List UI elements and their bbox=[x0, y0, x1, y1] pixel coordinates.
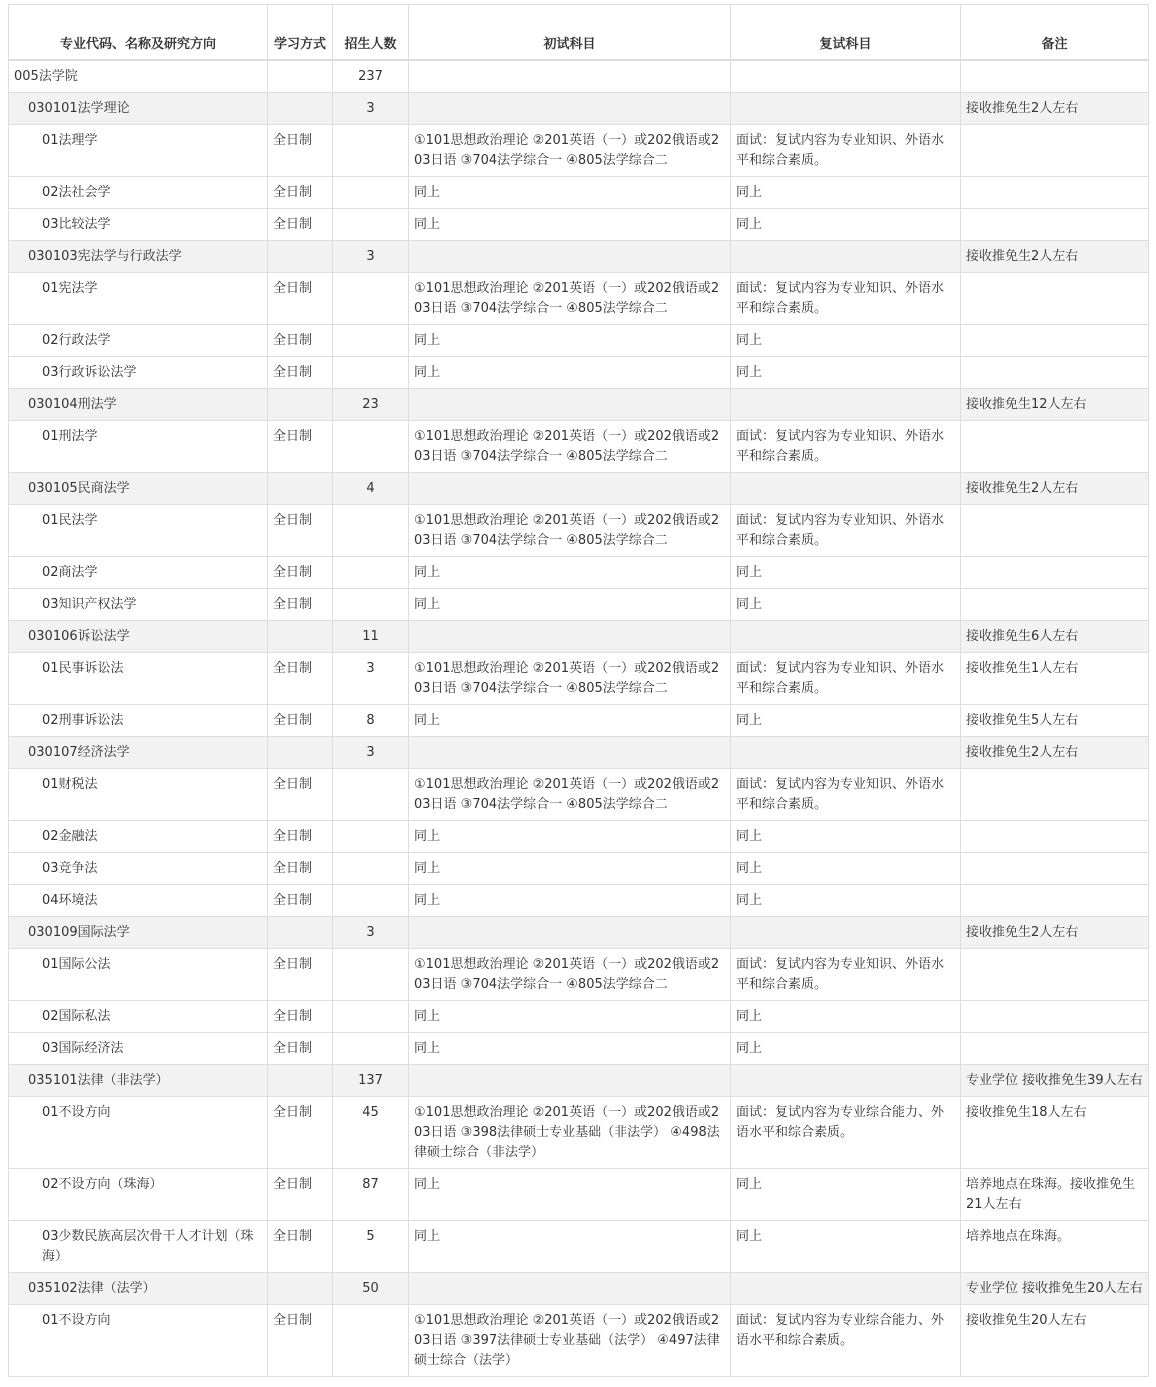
cell-initial-exam bbox=[409, 1065, 731, 1097]
cell-study-mode bbox=[268, 1065, 333, 1097]
table-row bbox=[9, 1169, 1149, 1221]
cell-retest: 面试：复试内容为专业综合能力、外语水平和综合素质。 bbox=[731, 1097, 961, 1169]
cell-initial-exam bbox=[409, 389, 731, 421]
cell-retest: 同上 bbox=[731, 177, 961, 209]
cell-retest: 同上 bbox=[731, 557, 961, 589]
table-row bbox=[9, 589, 1149, 621]
table-row bbox=[9, 473, 1149, 505]
cell-name: 01法理学 bbox=[9, 125, 268, 177]
cell-quota: 3 bbox=[333, 241, 409, 273]
cell-name: 03比较法学 bbox=[9, 209, 268, 241]
cell-study-mode bbox=[268, 917, 333, 949]
table-row bbox=[9, 1097, 1149, 1169]
cell-notes: 培养地点在珠海。 bbox=[961, 1221, 1149, 1273]
cell-retest: 同上 bbox=[731, 853, 961, 885]
cell-retest: 同上 bbox=[731, 1033, 961, 1065]
cell-retest: 面试：复试内容为专业知识、外语水平和综合素质。 bbox=[731, 273, 961, 325]
cell-retest: 同上 bbox=[731, 1169, 961, 1221]
cell-name: 01民法学 bbox=[9, 505, 268, 557]
cell-notes: 接收推免生18人左右 bbox=[961, 1097, 1149, 1169]
cell-quota: 137 bbox=[333, 1065, 409, 1097]
cell-study-mode: 全日制 bbox=[268, 853, 333, 885]
cell-notes: 接收推免生12人左右 bbox=[961, 389, 1149, 421]
table-row bbox=[9, 853, 1149, 885]
cell-notes bbox=[961, 209, 1149, 241]
cell-initial-exam: 同上 bbox=[409, 589, 731, 621]
cell-notes bbox=[961, 357, 1149, 389]
cell-initial-exam: 同上 bbox=[409, 325, 731, 357]
cell-study-mode: 全日制 bbox=[268, 949, 333, 1001]
cell-name: 030103宪法学与行政法学 bbox=[9, 241, 268, 273]
cell-name: 01财税法 bbox=[9, 769, 268, 821]
cell-retest: 面试：复试内容为专业知识、外语水平和综合素质。 bbox=[731, 505, 961, 557]
cell-retest bbox=[731, 1065, 961, 1097]
cell-initial-exam: 同上 bbox=[409, 177, 731, 209]
cell-notes: 接收推免生20人左右 bbox=[961, 1305, 1149, 1377]
table-row bbox=[9, 1033, 1149, 1065]
cell-study-mode: 全日制 bbox=[268, 705, 333, 737]
table-header bbox=[9, 5, 1149, 61]
cell-retest: 面试：复试内容为专业知识、外语水平和综合素质。 bbox=[731, 769, 961, 821]
cell-quota: 5 bbox=[333, 1221, 409, 1273]
header-quota: 招生人数 bbox=[333, 5, 409, 61]
cell-quota bbox=[333, 769, 409, 821]
table-row bbox=[9, 389, 1149, 421]
cell-name: 01不设方向 bbox=[9, 1305, 268, 1377]
cell-study-mode: 全日制 bbox=[268, 885, 333, 917]
cell-retest: 同上 bbox=[731, 209, 961, 241]
cell-retest bbox=[731, 917, 961, 949]
table-row bbox=[9, 125, 1149, 177]
cell-retest bbox=[731, 621, 961, 653]
table-row bbox=[9, 209, 1149, 241]
cell-quota bbox=[333, 325, 409, 357]
cell-quota bbox=[333, 589, 409, 621]
cell-study-mode: 全日制 bbox=[268, 421, 333, 473]
table-row bbox=[9, 917, 1149, 949]
cell-study-mode: 全日制 bbox=[268, 557, 333, 589]
cell-name: 03竞争法 bbox=[9, 853, 268, 885]
cell-retest: 面试：复试内容为专业知识、外语水平和综合素质。 bbox=[731, 653, 961, 705]
cell-initial-exam: 同上 bbox=[409, 1169, 731, 1221]
cell-notes bbox=[961, 505, 1149, 557]
table-body bbox=[9, 60, 1149, 1377]
cell-name: 02商法学 bbox=[9, 557, 268, 589]
cell-study-mode: 全日制 bbox=[268, 653, 333, 705]
cell-initial-exam: 同上 bbox=[409, 821, 731, 853]
cell-initial-exam: ①101思想政治理论 ②201英语（一）或202俄语或203日语 ③704法学综合一 ④805法学综合二 bbox=[409, 949, 731, 1001]
admissions-table bbox=[8, 4, 1149, 1377]
table-row bbox=[9, 421, 1149, 473]
cell-quota bbox=[333, 853, 409, 885]
cell-quota: 11 bbox=[333, 621, 409, 653]
cell-initial-exam: 同上 bbox=[409, 705, 731, 737]
cell-name: 02国际私法 bbox=[9, 1001, 268, 1033]
cell-name: 030107经济法学 bbox=[9, 737, 268, 769]
table-row bbox=[9, 885, 1149, 917]
cell-notes: 培养地点在珠海。接收推免生21人左右 bbox=[961, 1169, 1149, 1221]
header-initial-exam: 初试科目 bbox=[409, 5, 731, 61]
cell-study-mode: 全日制 bbox=[268, 1097, 333, 1169]
cell-initial-exam: 同上 bbox=[409, 1001, 731, 1033]
cell-study-mode bbox=[268, 60, 333, 93]
cell-notes bbox=[961, 125, 1149, 177]
cell-quota bbox=[333, 1305, 409, 1377]
cell-study-mode: 全日制 bbox=[268, 1001, 333, 1033]
cell-study-mode: 全日制 bbox=[268, 125, 333, 177]
cell-initial-exam: ①101思想政治理论 ②201英语（一）或202俄语或203日语 ③704法学综合一 ④805法学综合二 bbox=[409, 273, 731, 325]
cell-retest: 面试：复试内容为专业知识、外语水平和综合素质。 bbox=[731, 949, 961, 1001]
cell-retest: 同上 bbox=[731, 1001, 961, 1033]
cell-name: 005法学院 bbox=[9, 60, 268, 93]
cell-notes bbox=[961, 60, 1149, 93]
cell-quota bbox=[333, 209, 409, 241]
cell-quota bbox=[333, 949, 409, 1001]
cell-study-mode: 全日制 bbox=[268, 589, 333, 621]
cell-notes: 接收推免生2人左右 bbox=[961, 473, 1149, 505]
cell-name: 030109国际法学 bbox=[9, 917, 268, 949]
cell-quota: 50 bbox=[333, 1273, 409, 1305]
cell-initial-exam: ①101思想政治理论 ②201英语（一）或202俄语或203日语 ③397法律硕士专业基础（法学） ④497法律硕士综合（法学） bbox=[409, 1305, 731, 1377]
cell-notes: 接收推免生6人左右 bbox=[961, 621, 1149, 653]
cell-retest: 面试：复试内容为专业知识、外语水平和综合素质。 bbox=[731, 421, 961, 473]
cell-name: 030105民商法学 bbox=[9, 473, 268, 505]
table-row bbox=[9, 60, 1149, 93]
cell-name: 04环境法 bbox=[9, 885, 268, 917]
cell-notes bbox=[961, 769, 1149, 821]
table-row bbox=[9, 325, 1149, 357]
cell-retest: 同上 bbox=[731, 821, 961, 853]
cell-name: 02金融法 bbox=[9, 821, 268, 853]
cell-study-mode: 全日制 bbox=[268, 1169, 333, 1221]
cell-name: 02法社会学 bbox=[9, 177, 268, 209]
cell-retest: 同上 bbox=[731, 1221, 961, 1273]
cell-notes bbox=[961, 325, 1149, 357]
table-row bbox=[9, 769, 1149, 821]
cell-name: 03知识产权法学 bbox=[9, 589, 268, 621]
cell-quota bbox=[333, 357, 409, 389]
cell-name: 035102法律（法学） bbox=[9, 1273, 268, 1305]
cell-name: 01不设方向 bbox=[9, 1097, 268, 1169]
cell-notes: 专业学位 接收推免生39人左右 bbox=[961, 1065, 1149, 1097]
cell-study-mode bbox=[268, 389, 333, 421]
cell-study-mode: 全日制 bbox=[268, 325, 333, 357]
cell-retest bbox=[731, 389, 961, 421]
cell-retest bbox=[731, 241, 961, 273]
cell-study-mode bbox=[268, 1273, 333, 1305]
cell-initial-exam: 同上 bbox=[409, 357, 731, 389]
table-row bbox=[9, 737, 1149, 769]
cell-study-mode bbox=[268, 93, 333, 125]
table-row bbox=[9, 1065, 1149, 1097]
cell-notes bbox=[961, 853, 1149, 885]
cell-notes bbox=[961, 557, 1149, 589]
header-name: 专业代码、名称及研究方向 bbox=[9, 5, 268, 61]
header-study-mode: 学习方式 bbox=[268, 5, 333, 61]
cell-study-mode bbox=[268, 621, 333, 653]
cell-quota bbox=[333, 1001, 409, 1033]
cell-study-mode: 全日制 bbox=[268, 1221, 333, 1273]
cell-initial-exam bbox=[409, 473, 731, 505]
cell-notes: 专业学位 接收推免生20人左右 bbox=[961, 1273, 1149, 1305]
cell-retest: 面试：复试内容为专业知识、外语水平和综合素质。 bbox=[731, 125, 961, 177]
table-row bbox=[9, 821, 1149, 853]
cell-initial-exam: 同上 bbox=[409, 1033, 731, 1065]
cell-initial-exam bbox=[409, 60, 731, 93]
cell-study-mode: 全日制 bbox=[268, 1305, 333, 1377]
cell-initial-exam bbox=[409, 621, 731, 653]
cell-notes: 接收推免生1人左右 bbox=[961, 653, 1149, 705]
cell-name: 030104刑法学 bbox=[9, 389, 268, 421]
cell-retest: 同上 bbox=[731, 589, 961, 621]
cell-initial-exam: ①101思想政治理论 ②201英语（一）或202俄语或203日语 ③704法学综合一 ④805法学综合二 bbox=[409, 769, 731, 821]
cell-initial-exam: ①101思想政治理论 ②201英语（一）或202俄语或203日语 ③704法学综合一 ④805法学综合二 bbox=[409, 421, 731, 473]
cell-quota: 3 bbox=[333, 917, 409, 949]
cell-notes: 接收推免生2人左右 bbox=[961, 93, 1149, 125]
cell-name: 030106诉讼法学 bbox=[9, 621, 268, 653]
cell-notes: 接收推免生5人左右 bbox=[961, 705, 1149, 737]
cell-quota bbox=[333, 821, 409, 853]
cell-quota: 237 bbox=[333, 60, 409, 93]
cell-notes: 接收推免生2人左右 bbox=[961, 241, 1149, 273]
cell-retest bbox=[731, 1273, 961, 1305]
header-row bbox=[9, 5, 1149, 61]
table-row bbox=[9, 177, 1149, 209]
table-row bbox=[9, 1221, 1149, 1273]
cell-study-mode bbox=[268, 241, 333, 273]
cell-initial-exam: ①101思想政治理论 ②201英语（一）或202俄语或203日语 ③704法学综合一 ④805法学综合二 bbox=[409, 505, 731, 557]
cell-name: 01刑法学 bbox=[9, 421, 268, 473]
cell-notes bbox=[961, 1033, 1149, 1065]
cell-quota: 3 bbox=[333, 93, 409, 125]
cell-notes bbox=[961, 821, 1149, 853]
cell-quota: 87 bbox=[333, 1169, 409, 1221]
cell-initial-exam: ①101思想政治理论 ②201英语（一）或202俄语或203日语 ③704法学综合一 ④805法学综合二 bbox=[409, 125, 731, 177]
table-row bbox=[9, 1001, 1149, 1033]
cell-name: 01民事诉讼法 bbox=[9, 653, 268, 705]
cell-name: 03行政诉讼法学 bbox=[9, 357, 268, 389]
cell-retest: 同上 bbox=[731, 325, 961, 357]
cell-initial-exam: 同上 bbox=[409, 853, 731, 885]
cell-name: 03少数民族高层次骨干人才计划（珠海） bbox=[9, 1221, 268, 1273]
cell-initial-exam: 同上 bbox=[409, 885, 731, 917]
cell-initial-exam: ①101思想政治理论 ②201英语（一）或202俄语或203日语 ③704法学综合一 ④805法学综合二 bbox=[409, 653, 731, 705]
cell-retest: 同上 bbox=[731, 357, 961, 389]
cell-retest bbox=[731, 60, 961, 93]
cell-study-mode: 全日制 bbox=[268, 209, 333, 241]
cell-quota bbox=[333, 557, 409, 589]
cell-quota: 4 bbox=[333, 473, 409, 505]
table-row bbox=[9, 949, 1149, 1001]
table-row bbox=[9, 241, 1149, 273]
cell-notes: 接收推免生2人左右 bbox=[961, 917, 1149, 949]
table-row bbox=[9, 273, 1149, 325]
cell-study-mode: 全日制 bbox=[268, 177, 333, 209]
cell-name: 03国际经济法 bbox=[9, 1033, 268, 1065]
cell-initial-exam: ①101思想政治理论 ②201英语（一）或202俄语或203日语 ③398法律硕士专业基础（非法学） ④498法律硕士综合（非法学） bbox=[409, 1097, 731, 1169]
cell-quota: 8 bbox=[333, 705, 409, 737]
cell-quota: 45 bbox=[333, 1097, 409, 1169]
cell-notes bbox=[961, 273, 1149, 325]
table-row bbox=[9, 505, 1149, 557]
table-row bbox=[9, 357, 1149, 389]
cell-name: 035101法律（非法学） bbox=[9, 1065, 268, 1097]
cell-quota bbox=[333, 125, 409, 177]
cell-quota bbox=[333, 421, 409, 473]
cell-initial-exam bbox=[409, 241, 731, 273]
cell-name: 02不设方向（珠海） bbox=[9, 1169, 268, 1221]
cell-retest: 同上 bbox=[731, 885, 961, 917]
cell-name: 01宪法学 bbox=[9, 273, 268, 325]
cell-notes: 接收推免生2人左右 bbox=[961, 737, 1149, 769]
cell-quota bbox=[333, 273, 409, 325]
cell-quota bbox=[333, 885, 409, 917]
table-row bbox=[9, 621, 1149, 653]
cell-study-mode: 全日制 bbox=[268, 505, 333, 557]
cell-notes bbox=[961, 885, 1149, 917]
cell-notes bbox=[961, 177, 1149, 209]
cell-quota: 23 bbox=[333, 389, 409, 421]
table-row bbox=[9, 653, 1149, 705]
cell-quota bbox=[333, 1033, 409, 1065]
table-row bbox=[9, 1305, 1149, 1377]
cell-notes bbox=[961, 589, 1149, 621]
cell-retest: 同上 bbox=[731, 705, 961, 737]
cell-retest bbox=[731, 737, 961, 769]
cell-initial-exam bbox=[409, 917, 731, 949]
cell-study-mode: 全日制 bbox=[268, 821, 333, 853]
cell-notes bbox=[961, 1001, 1149, 1033]
cell-notes bbox=[961, 421, 1149, 473]
header-notes: 备注 bbox=[961, 5, 1149, 61]
cell-quota: 3 bbox=[333, 653, 409, 705]
header-retest: 复试科目 bbox=[731, 5, 961, 61]
cell-initial-exam bbox=[409, 1273, 731, 1305]
cell-study-mode bbox=[268, 473, 333, 505]
cell-quota bbox=[333, 177, 409, 209]
cell-notes bbox=[961, 949, 1149, 1001]
cell-retest bbox=[731, 93, 961, 125]
cell-study-mode: 全日制 bbox=[268, 1033, 333, 1065]
cell-study-mode: 全日制 bbox=[268, 769, 333, 821]
cell-initial-exam: 同上 bbox=[409, 1221, 731, 1273]
cell-quota bbox=[333, 505, 409, 557]
cell-retest: 面试：复试内容为专业综合能力、外语水平和综合素质。 bbox=[731, 1305, 961, 1377]
cell-study-mode: 全日制 bbox=[268, 273, 333, 325]
table-row bbox=[9, 705, 1149, 737]
cell-initial-exam bbox=[409, 93, 731, 125]
table-row bbox=[9, 93, 1149, 125]
cell-name: 02刑事诉讼法 bbox=[9, 705, 268, 737]
cell-initial-exam bbox=[409, 737, 731, 769]
cell-name: 02行政法学 bbox=[9, 325, 268, 357]
cell-study-mode bbox=[268, 737, 333, 769]
table-row bbox=[9, 557, 1149, 589]
cell-name: 030101法学理论 bbox=[9, 93, 268, 125]
cell-initial-exam: 同上 bbox=[409, 557, 731, 589]
cell-retest bbox=[731, 473, 961, 505]
cell-study-mode: 全日制 bbox=[268, 357, 333, 389]
table-row bbox=[9, 1273, 1149, 1305]
cell-initial-exam: 同上 bbox=[409, 209, 731, 241]
cell-name: 01国际公法 bbox=[9, 949, 268, 1001]
cell-quota: 3 bbox=[333, 737, 409, 769]
